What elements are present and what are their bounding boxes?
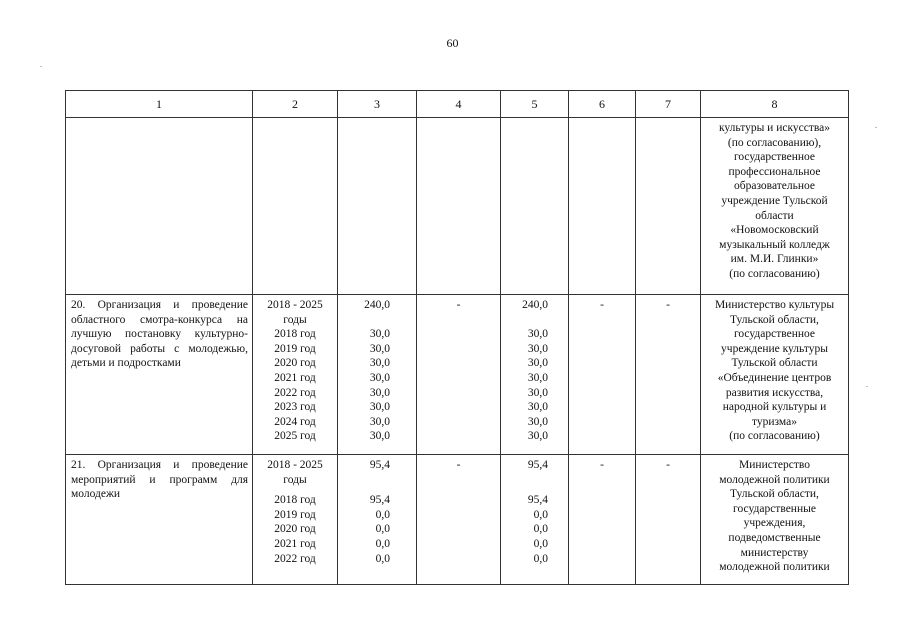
table-header-row xyxy=(66,91,849,118)
executor-line: Тульской области, xyxy=(730,313,819,326)
cell-empty xyxy=(338,118,417,295)
executor-line: музыкальный колледж xyxy=(719,238,830,251)
value-line: 30,0 xyxy=(369,430,390,443)
period-line: годы xyxy=(283,473,307,486)
col5-cell xyxy=(501,295,569,455)
period-line: 2021 год xyxy=(274,371,316,384)
period-line: 2020 год xyxy=(274,357,316,370)
period-line: 2024 год xyxy=(274,415,316,428)
value-line: 30,0 xyxy=(369,401,390,414)
value-line: 30,0 xyxy=(527,342,548,355)
value-line: 30,0 xyxy=(369,342,390,355)
value-line: 30,0 xyxy=(527,401,548,414)
value-spacer xyxy=(338,473,390,488)
executor-line: области xyxy=(755,209,794,222)
value-line: 30,0 xyxy=(527,328,548,341)
executor-cell xyxy=(701,118,849,295)
value-line: 95,4 xyxy=(369,494,390,507)
executor-line: учреждения, xyxy=(743,517,806,530)
executor-line: «Объединение центров xyxy=(717,371,832,384)
header-col-4: 4 xyxy=(417,91,501,118)
executor-line: государственное xyxy=(733,328,816,341)
col6-cell: - xyxy=(569,295,636,455)
header-col-6: 6 xyxy=(569,91,636,118)
period-line: годы xyxy=(283,313,307,326)
executor-line: развития искусства, xyxy=(725,386,824,399)
value-line: 0,0 xyxy=(533,508,548,521)
executor-cell xyxy=(701,295,849,455)
period-line: 2018 год xyxy=(274,494,316,507)
cell-empty xyxy=(253,118,338,295)
table-row-continuation xyxy=(66,118,849,295)
value-line: 30,0 xyxy=(369,415,390,428)
value-line: 30,0 xyxy=(527,415,548,428)
value-line: 30,0 xyxy=(369,371,390,384)
period-line: 2019 год xyxy=(274,508,316,521)
value-line: 30,0 xyxy=(527,357,548,370)
period-line: 2022 год xyxy=(274,552,316,565)
period-line: 2023 год xyxy=(274,401,316,414)
executor-line: туризма» xyxy=(752,415,797,428)
executor-line: образовательное xyxy=(733,180,816,193)
value-line: 0,0 xyxy=(375,537,390,550)
value-line: 95,4 xyxy=(527,494,548,507)
value-line: 0,0 xyxy=(375,508,390,521)
executor-cell xyxy=(701,455,849,585)
col5-cell xyxy=(501,455,569,585)
period-line: 2021 год xyxy=(274,537,316,550)
header-col-8: 8 xyxy=(701,91,849,118)
value-spacer xyxy=(501,473,548,488)
header-col-5: 5 xyxy=(501,91,569,118)
executor-line: подведомственные xyxy=(728,531,821,544)
executor-line: Тульской области, xyxy=(730,488,819,501)
executor-line: им. М.И. Глинки» xyxy=(730,253,819,266)
total-cell xyxy=(338,455,417,585)
executor-line: «Новомосковский xyxy=(730,224,819,237)
header-col-2: 2 xyxy=(253,91,338,118)
program-table xyxy=(65,90,849,585)
table-row-20 xyxy=(66,295,849,455)
table-row-21 xyxy=(66,455,849,585)
executor-line: молодежной политики xyxy=(719,561,830,574)
executor-line: народной культуры и xyxy=(722,401,827,414)
total-cell xyxy=(338,295,417,455)
period-line: 2018 год xyxy=(274,328,316,341)
col6-cell: - xyxy=(569,455,636,585)
cell-empty xyxy=(569,118,636,295)
col7-cell: - xyxy=(636,455,701,585)
executor-line: Министерство xyxy=(739,459,810,471)
scan-speck xyxy=(40,66,42,67)
value-line: 0,0 xyxy=(533,523,548,536)
period-cell xyxy=(253,295,338,455)
value-line: 30,0 xyxy=(527,371,548,384)
value-spacer xyxy=(501,313,548,328)
executor-line: Министерство культуры xyxy=(714,299,835,311)
value-line: 240,0 xyxy=(522,299,548,311)
period-line: 2022 год xyxy=(274,386,316,399)
activity-title: 21. Организация и проведение мероприятий и программ для молодежи xyxy=(66,455,253,585)
executor-line: (по согласованию) xyxy=(729,267,820,280)
value-line: 95,4 xyxy=(527,459,548,471)
value-line: 240,0 xyxy=(364,299,390,311)
executor-line: молодежной политики xyxy=(719,473,830,486)
executor-line: учреждение Тульской xyxy=(721,194,828,207)
activity-title: 20. Организация и проведение областного смотра-конкурса на лучшую постановку культурно-досуговой работы с молодежью, детьми и подростками xyxy=(66,295,253,455)
col4-cell: - xyxy=(417,295,501,455)
scan-speck xyxy=(875,127,877,128)
header-col-3: 3 xyxy=(338,91,417,118)
executor-line: (по согласованию) xyxy=(729,430,820,443)
cell-empty xyxy=(417,118,501,295)
value-line: 30,0 xyxy=(369,357,390,370)
header-col-1: 1 xyxy=(66,91,253,118)
scan-speck xyxy=(866,386,868,387)
value-line: 95,4 xyxy=(369,459,390,471)
executor-line: министерству xyxy=(740,546,809,559)
period-line: 2018 - 2025 xyxy=(267,459,323,471)
executor-line: профессиональное xyxy=(728,165,821,178)
page-number: 60 xyxy=(446,36,459,50)
value-line: 30,0 xyxy=(527,430,548,443)
executor-line: государственные xyxy=(733,502,816,515)
col4-cell: - xyxy=(417,455,501,585)
period-cell xyxy=(253,455,338,585)
cell-empty xyxy=(66,118,253,295)
value-line: 0,0 xyxy=(533,552,548,565)
value-spacer xyxy=(338,313,390,328)
executor-line: учреждение культуры xyxy=(721,342,828,355)
cell-empty xyxy=(501,118,569,295)
period-line: 2019 год xyxy=(274,342,316,355)
period-line: 2020 год xyxy=(274,523,316,536)
period-line: 2025 год xyxy=(274,430,316,443)
value-line: 0,0 xyxy=(533,537,548,550)
executor-line: (по согласованию), xyxy=(727,136,822,149)
col7-cell: - xyxy=(636,295,701,455)
executor-line: культуры и искусства» xyxy=(718,122,831,134)
period-line: 2018 - 2025 xyxy=(267,299,323,311)
value-line: 30,0 xyxy=(369,328,390,341)
executor-line: Тульской области xyxy=(731,357,818,370)
value-line: 0,0 xyxy=(375,523,390,536)
value-line: 30,0 xyxy=(527,386,548,399)
header-col-7: 7 xyxy=(636,91,701,118)
cell-empty xyxy=(636,118,701,295)
value-line: 30,0 xyxy=(369,386,390,399)
executor-line: государственное xyxy=(733,151,816,164)
value-line: 0,0 xyxy=(375,552,390,565)
